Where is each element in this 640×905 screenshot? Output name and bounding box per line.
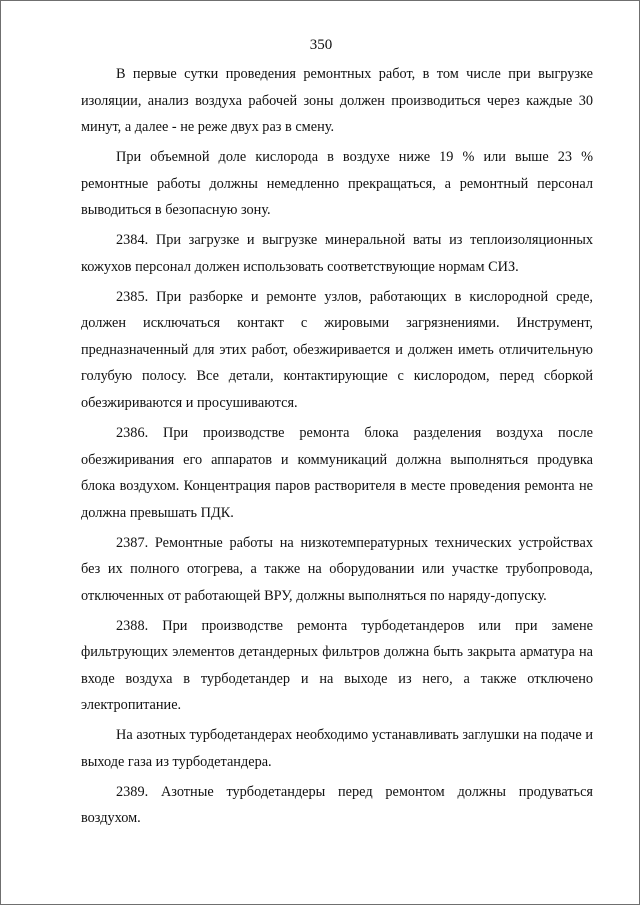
paragraph-2386: 2386. При производстве ремонта блока разделения воздуха после обезжиривания его аппаратов и коммуникаций должна выполняться продувка блока воздухом. Концентрация паров растворителя в месте проведения ремонта не должна превышать ПДК. (81, 424, 593, 521)
paragraph-2389: 2389. Азотные турбодетандеры перед ремонтом должны продуваться воздухом. (81, 783, 593, 827)
paragraph-monitoring-intervals: В первые сутки проведения ремонтных работ, в том числе при выгрузке изоляции, анализ воздуха рабочей зоны должен производиться через каждые 30 минут, а далее - не реже двух раз в смену. (81, 66, 593, 136)
paragraph-2384: 2384. При загрузке и выгрузке минеральной ваты из теплоизоляционных кожухов персонал должен использовать соответствующие нормам СИЗ. (81, 232, 593, 275)
paragraph-nitrogen-turboexpanders: На азотных турбодетандерах необходимо устанавливать заглушки на подаче и выходе газа из турбодетандера. (81, 727, 593, 770)
paragraph-2388: 2388. При производстве ремонта турбодетандеров или при замене фильтрующих элементов детандерных фильтров должна быть закрыта арматура на входе воздуха в турбодетандер и на выходе из него, а также отключено электропитание. (81, 617, 593, 714)
paragraph-2387: 2387. Ремонтные работы на низкотемпературных технических устройствах без их полного отогрева, а также на оборудовании или участке трубопровода, отключенных от работающей ВРУ, должны выполняться по наряду-допуску. (81, 534, 593, 604)
paragraph-oxygen-limits: При объемной доле кислорода в воздухе ниже 19 % или выше 23 % ремонтные работы должны немедленно прекращаться, а ремонтный персонал выводиться в безопасную зону. (81, 149, 593, 219)
paragraph-2385: 2385. При разборке и ремонте узлов, работающих в кислородной среде, должен исключаться контакт с жировыми загрязнениями. Инструмент, предназначенный для этих работ, обезжиривается и должен иметь отличительную голубую полосу. Все детали, контактирующие с кислородом, перед сборкой обезжириваются и просушиваются. (81, 288, 593, 412)
page-number: 350 (309, 37, 333, 53)
page-body (81, 61, 593, 835)
